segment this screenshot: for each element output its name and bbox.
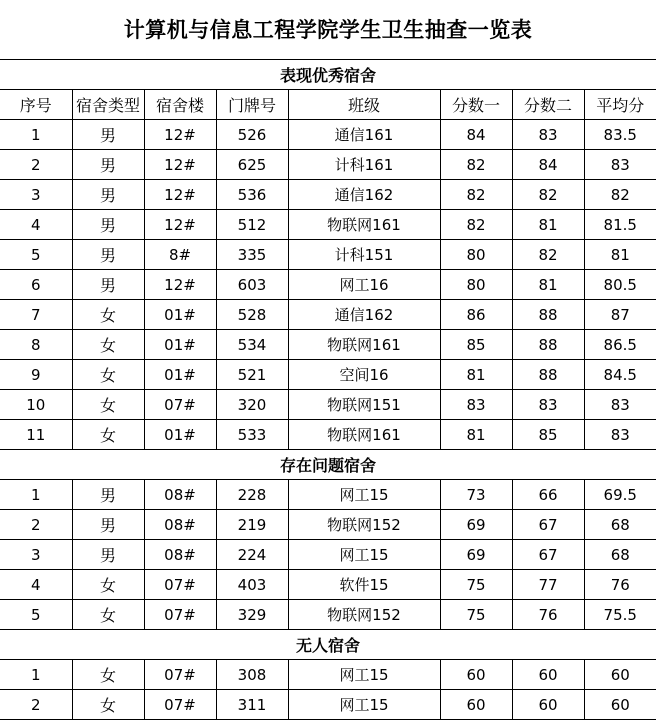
table-cell: 1 [0, 660, 72, 690]
table-row [0, 210, 656, 240]
column-header: 门牌号 [216, 90, 288, 120]
table-cell: 08# [144, 510, 216, 540]
table-cell: 81 [440, 360, 512, 390]
table-cell: 10 [0, 390, 72, 420]
table-cell: 女 [72, 300, 144, 330]
table-cell: 528 [216, 300, 288, 330]
table-cell: 68 [584, 540, 656, 570]
table-row [0, 180, 656, 210]
table-row [0, 120, 656, 150]
table-cell: 60 [440, 690, 512, 720]
table-cell: 60 [512, 690, 584, 720]
table-cell: 网工15 [288, 540, 440, 570]
table-cell: 76 [584, 570, 656, 600]
table-cell: 69.5 [584, 480, 656, 510]
table-cell: 536 [216, 180, 288, 210]
table-cell: 69 [440, 510, 512, 540]
table-cell: 女 [72, 330, 144, 360]
table-cell: 07# [144, 690, 216, 720]
table-cell: 5 [0, 240, 72, 270]
column-header: 宿舍类型 [72, 90, 144, 120]
table-cell: 75.5 [584, 600, 656, 630]
table-cell: 80 [440, 240, 512, 270]
table-cell: 07# [144, 390, 216, 420]
table-cell: 网工15 [288, 690, 440, 720]
table-cell: 329 [216, 600, 288, 630]
table-cell: 83 [584, 420, 656, 450]
table-cell: 4 [0, 570, 72, 600]
table-cell: 软件15 [288, 570, 440, 600]
table-cell: 88 [512, 360, 584, 390]
table-cell: 01# [144, 300, 216, 330]
section-row [0, 630, 656, 660]
table-row [0, 660, 656, 690]
table-cell: 女 [72, 420, 144, 450]
table-cell: 男 [72, 210, 144, 240]
table-cell: 男 [72, 180, 144, 210]
table-cell: 物联网151 [288, 390, 440, 420]
table-cell: 物联网161 [288, 210, 440, 240]
table-cell: 男 [72, 480, 144, 510]
table-cell: 320 [216, 390, 288, 420]
table-cell: 66 [512, 480, 584, 510]
hygiene-table [0, 60, 656, 720]
table-cell: 8# [144, 240, 216, 270]
table-row [0, 690, 656, 720]
table-cell: 75 [440, 600, 512, 630]
column-header: 宿舍楼 [144, 90, 216, 120]
table-cell: 男 [72, 240, 144, 270]
table-cell: 计科161 [288, 150, 440, 180]
table-cell: 84.5 [584, 360, 656, 390]
table-row [0, 480, 656, 510]
table-cell: 女 [72, 690, 144, 720]
table-cell: 2 [0, 150, 72, 180]
table-cell: 女 [72, 600, 144, 630]
table-cell: 80.5 [584, 270, 656, 300]
column-header: 班级 [288, 90, 440, 120]
table-cell: 1 [0, 480, 72, 510]
column-header: 平均分 [584, 90, 656, 120]
table-row [0, 420, 656, 450]
table-cell: 625 [216, 150, 288, 180]
table-cell: 60 [440, 660, 512, 690]
table-cell: 3 [0, 180, 72, 210]
table-cell: 84 [440, 120, 512, 150]
section-row [0, 450, 656, 480]
table-cell: 80 [440, 270, 512, 300]
table-cell: 12# [144, 150, 216, 180]
table-cell: 403 [216, 570, 288, 600]
table-cell: 12# [144, 120, 216, 150]
table-cell: 6 [0, 270, 72, 300]
table-cell: 通信161 [288, 120, 440, 150]
table-cell: 07# [144, 600, 216, 630]
table-cell: 81 [512, 270, 584, 300]
table-cell: 12# [144, 270, 216, 300]
table-cell: 男 [72, 150, 144, 180]
table-cell: 男 [72, 510, 144, 540]
table-cell: 82 [512, 180, 584, 210]
table-cell: 11 [0, 420, 72, 450]
table-cell: 512 [216, 210, 288, 240]
header-row [0, 90, 656, 120]
table-cell: 85 [440, 330, 512, 360]
table-row [0, 270, 656, 300]
table-cell: 物联网152 [288, 510, 440, 540]
table-cell: 8 [0, 330, 72, 360]
table-cell: 08# [144, 480, 216, 510]
table-cell: 83 [584, 150, 656, 180]
table-row [0, 570, 656, 600]
table-cell: 86 [440, 300, 512, 330]
table-cell: 物联网161 [288, 330, 440, 360]
table-cell: 83.5 [584, 120, 656, 150]
table-cell: 空间16 [288, 360, 440, 390]
table-cell: 219 [216, 510, 288, 540]
table-cell: 网工15 [288, 480, 440, 510]
table-cell: 60 [584, 690, 656, 720]
table-cell: 75 [440, 570, 512, 600]
table-cell: 60 [584, 660, 656, 690]
table-cell: 07# [144, 570, 216, 600]
table-cell: 68 [584, 510, 656, 540]
table-cell: 女 [72, 390, 144, 420]
table-cell: 01# [144, 360, 216, 390]
table-cell: 85 [512, 420, 584, 450]
table-cell: 12# [144, 210, 216, 240]
table-row [0, 600, 656, 630]
table-cell: 308 [216, 660, 288, 690]
table-cell: 82 [584, 180, 656, 210]
table-cell: 60 [512, 660, 584, 690]
table-row [0, 390, 656, 420]
table-cell: 01# [144, 330, 216, 360]
table-cell: 67 [512, 540, 584, 570]
section-title: 表现优秀宿舍 [0, 60, 656, 90]
table-cell: 83 [584, 390, 656, 420]
table-cell: 88 [512, 330, 584, 360]
table-row [0, 360, 656, 390]
table-cell: 物联网161 [288, 420, 440, 450]
table-cell: 82 [512, 240, 584, 270]
table-cell: 12# [144, 180, 216, 210]
table-cell: 男 [72, 540, 144, 570]
table-cell: 603 [216, 270, 288, 300]
table-cell: 533 [216, 420, 288, 450]
table-cell: 网工15 [288, 660, 440, 690]
table-cell: 男 [72, 120, 144, 150]
table-cell: 4 [0, 210, 72, 240]
table-cell: 82 [440, 180, 512, 210]
table-cell: 77 [512, 570, 584, 600]
table-cell: 84 [512, 150, 584, 180]
table-cell: 3 [0, 540, 72, 570]
table-row [0, 330, 656, 360]
section-row [0, 60, 656, 90]
table-cell: 女 [72, 570, 144, 600]
sheet-title: 计算机与信息工程学院学生卫生抽查一览表 [0, 0, 656, 60]
table-cell: 7 [0, 300, 72, 330]
table-cell: 2 [0, 510, 72, 540]
table-row [0, 540, 656, 570]
table-cell: 228 [216, 480, 288, 510]
table-cell: 女 [72, 360, 144, 390]
table-cell: 224 [216, 540, 288, 570]
table-cell: 83 [440, 390, 512, 420]
table-cell: 87 [584, 300, 656, 330]
table-cell: 521 [216, 360, 288, 390]
table-cell: 81 [512, 210, 584, 240]
table-cell: 83 [512, 120, 584, 150]
table-cell: 通信162 [288, 300, 440, 330]
table-row [0, 510, 656, 540]
table-cell: 76 [512, 600, 584, 630]
table-cell: 86.5 [584, 330, 656, 360]
table-cell: 通信162 [288, 180, 440, 210]
table-cell: 67 [512, 510, 584, 540]
table-cell: 男 [72, 270, 144, 300]
table-row [0, 300, 656, 330]
column-header: 分数二 [512, 90, 584, 120]
table-cell: 69 [440, 540, 512, 570]
table-cell: 534 [216, 330, 288, 360]
table-cell: 9 [0, 360, 72, 390]
section-title: 无人宿舍 [0, 630, 656, 660]
column-header: 序号 [0, 90, 72, 120]
table-row [0, 240, 656, 270]
table-cell: 73 [440, 480, 512, 510]
table-cell: 88 [512, 300, 584, 330]
table-cell: 526 [216, 120, 288, 150]
table-cell: 81 [584, 240, 656, 270]
column-header: 分数一 [440, 90, 512, 120]
table-cell: 07# [144, 660, 216, 690]
table-cell: 83 [512, 390, 584, 420]
table-cell: 335 [216, 240, 288, 270]
table-cell: 01# [144, 420, 216, 450]
table-cell: 女 [72, 660, 144, 690]
table-cell: 82 [440, 210, 512, 240]
section-title: 存在问题宿舍 [0, 450, 656, 480]
table-cell: 311 [216, 690, 288, 720]
table-cell: 2 [0, 690, 72, 720]
table-row [0, 150, 656, 180]
table-cell: 81.5 [584, 210, 656, 240]
table-cell: 物联网152 [288, 600, 440, 630]
table-cell: 5 [0, 600, 72, 630]
table-cell: 82 [440, 150, 512, 180]
table-cell: 08# [144, 540, 216, 570]
table-cell: 1 [0, 120, 72, 150]
table-cell: 网工16 [288, 270, 440, 300]
table-cell: 81 [440, 420, 512, 450]
table-cell: 计科151 [288, 240, 440, 270]
